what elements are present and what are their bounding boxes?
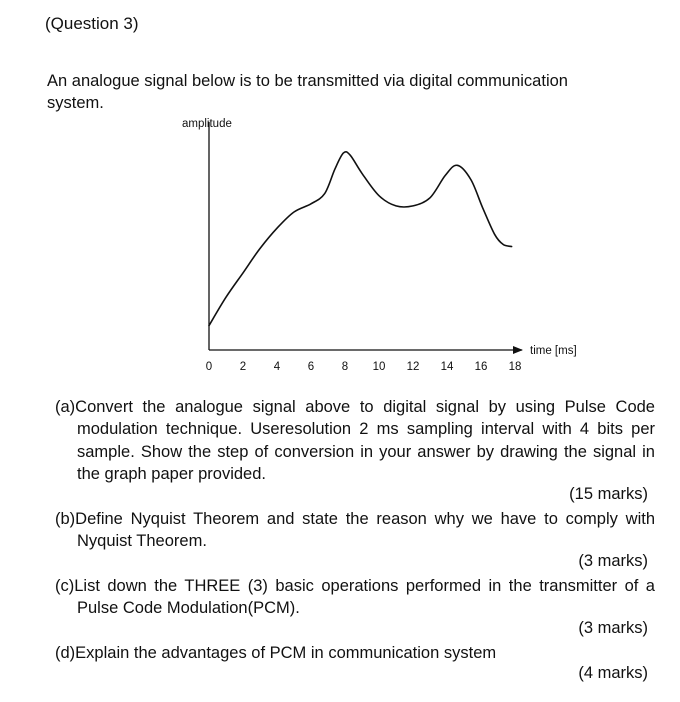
part-c xyxy=(55,575,655,620)
x-tick-label: 16 xyxy=(474,361,488,373)
x-tick-label: 0 xyxy=(205,361,213,373)
part-c-marks: (3 marks) xyxy=(578,619,648,637)
part-a-marks: (15 marks) xyxy=(569,485,648,503)
signal-chart xyxy=(170,112,590,382)
question-title: (Question 3) xyxy=(45,14,139,33)
signal-line xyxy=(209,152,512,326)
part-b-marks: (3 marks) xyxy=(578,552,648,570)
x-tick-label: 18 xyxy=(508,361,522,373)
part-a-text: (a)Convert the analogue signal above to digital signal by using Pulse Code modulation technique. Useresolution 2 ms sampling interval with 4 bits per sample. Show the step of conversion in your answer by drawing the signal in the graph paper provided. xyxy=(55,398,655,483)
x-tick-label: 10 xyxy=(372,361,386,373)
part-b-text: (b)Define Nyquist Theorem and state the reason why we have to comply with Nyquist Theorem. xyxy=(55,510,655,551)
y-axis-label: amplitude xyxy=(182,118,232,130)
x-tick-label: 4 xyxy=(273,361,281,373)
question-intro: An analogue signal below is to be transmitted via digital communication system. xyxy=(47,72,568,112)
x-tick-labels xyxy=(206,361,522,373)
signal-chart-svg xyxy=(170,112,590,382)
part-d xyxy=(55,642,655,664)
part-b xyxy=(55,508,655,553)
x-tick-label: 6 xyxy=(307,361,315,373)
part-d-marks: (4 marks) xyxy=(578,664,648,682)
x-axis-label: time [ms] xyxy=(530,345,577,357)
part-a xyxy=(55,396,655,485)
part-c-text: (c)List down the THREE (3) basic operations performed in the transmitter of a Pulse Code Modulation(PCM). xyxy=(55,577,655,618)
part-d-text: (d)Explain the advantages of PCM in communication system xyxy=(55,644,497,662)
x-tick-label: 14 xyxy=(440,361,454,373)
x-tick-label: 8 xyxy=(341,361,349,373)
x-tick-label: 2 xyxy=(239,361,247,373)
x-tick-label: 12 xyxy=(406,361,420,373)
